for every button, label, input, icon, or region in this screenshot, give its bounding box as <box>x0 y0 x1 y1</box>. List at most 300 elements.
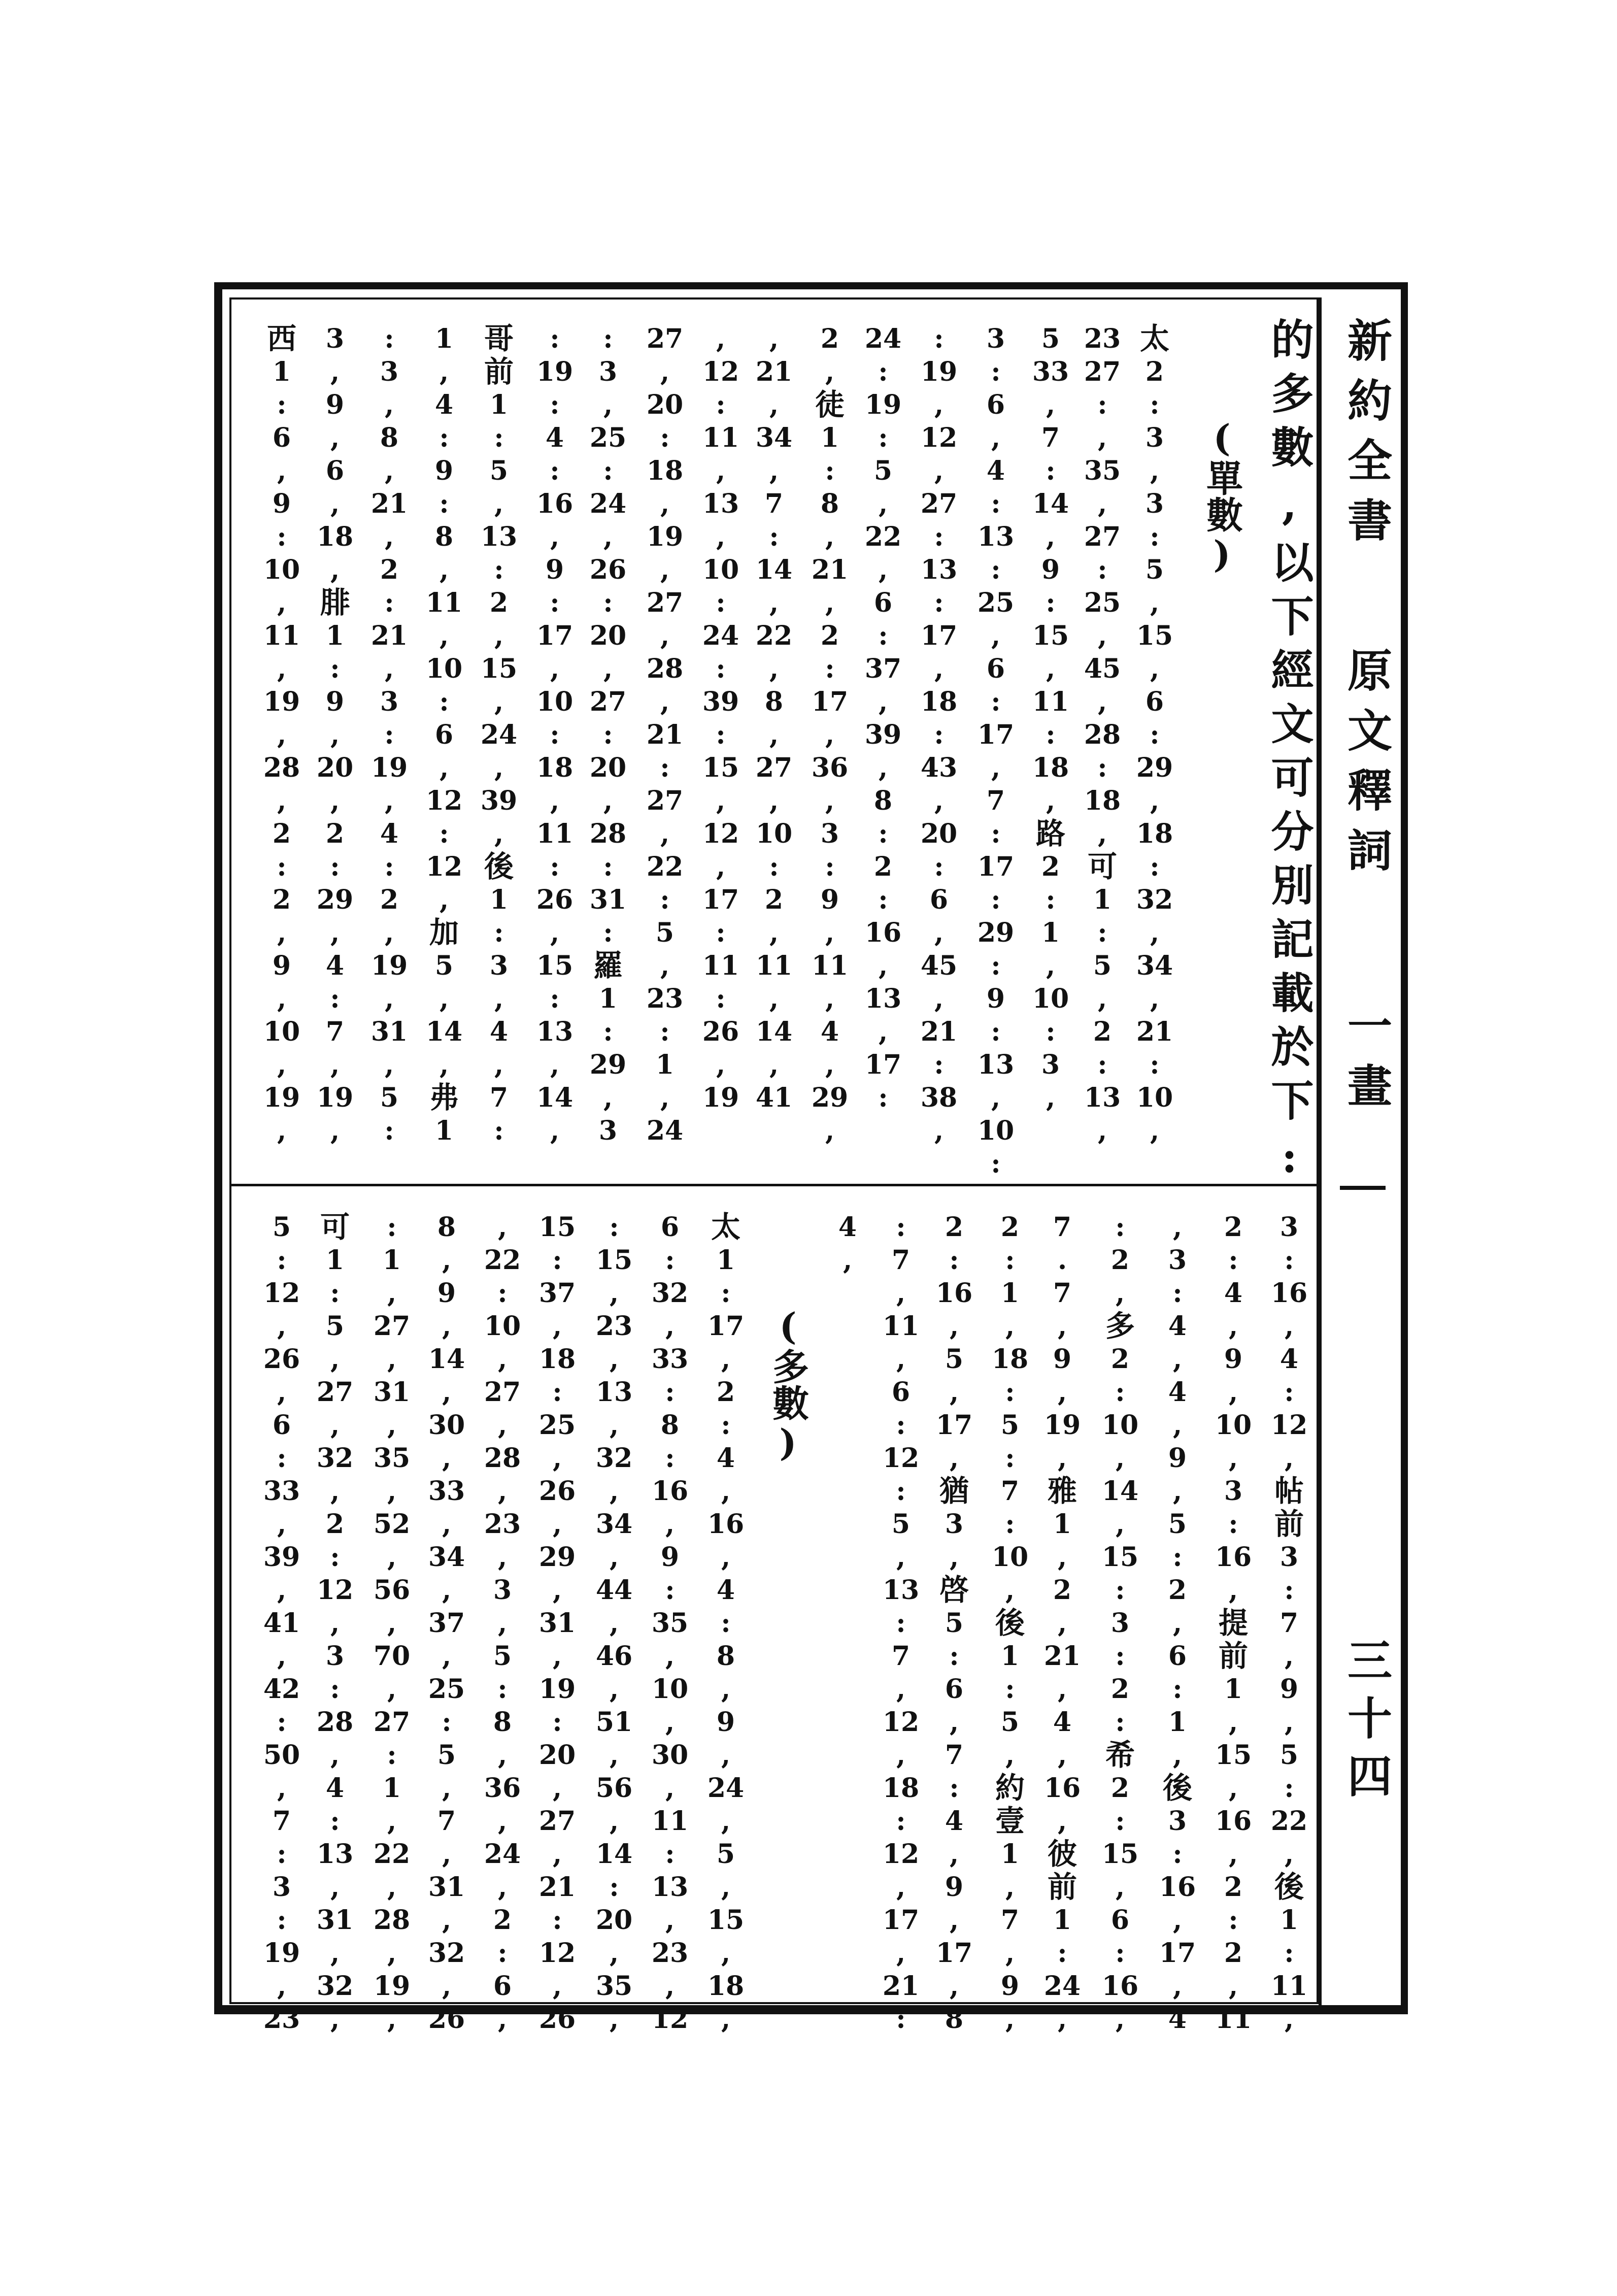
reference-token: , <box>1005 2004 1015 2035</box>
reference-token: 12 <box>920 422 958 453</box>
reference-token: , <box>1115 1872 1125 1903</box>
reference-token: 23 <box>651 1938 689 1969</box>
reference-token: 9 <box>1053 1344 1072 1375</box>
reference-token: 32 <box>316 1443 354 1474</box>
reference-token: 52 <box>373 1509 411 1540</box>
reference-token: 2 <box>1053 1575 1072 1606</box>
reference-token: 23 <box>263 2004 300 2035</box>
reference-token: , <box>277 455 287 486</box>
reference-token: 36 <box>484 1773 521 1804</box>
reference-token: : <box>1097 917 1107 948</box>
reference-token: 17 <box>864 1049 902 1080</box>
reference-token: 32 <box>1136 884 1173 915</box>
reference-token: 4 <box>489 1016 509 1047</box>
reference-token: 27 <box>646 587 684 618</box>
reference-token: : <box>603 917 613 948</box>
reference-token: 25 <box>589 422 627 453</box>
reference-token: 5 <box>1041 323 1060 354</box>
reference-token: 2 <box>945 1212 964 1243</box>
reference-token: , <box>442 1971 452 2002</box>
reference-token: : <box>769 521 779 552</box>
reference-token: 17 <box>536 620 574 651</box>
reference-token: 10 <box>1215 1410 1252 1441</box>
reference-token: 20 <box>538 1740 576 1771</box>
reference-token: 42 <box>263 1674 300 1705</box>
reference-token: , <box>1097 620 1107 651</box>
reference-token: 15 <box>480 653 518 684</box>
reference-token: , <box>896 1938 906 1969</box>
reference-token: 26 <box>702 1016 739 1047</box>
reference-token: , <box>665 1641 675 1672</box>
reference-token: , <box>330 554 340 585</box>
reference-token: , <box>603 785 613 816</box>
reference-token: , <box>1057 1542 1067 1573</box>
reference-token: , <box>387 1344 397 1375</box>
reference-token: 31 <box>373 1377 411 1408</box>
reference-token: 13 <box>1084 1082 1121 1113</box>
reference-token: 27 <box>373 1707 411 1738</box>
reference-token: , <box>949 1377 959 1408</box>
reference-token: , <box>1005 1872 1015 1903</box>
reference-token: : <box>1115 1938 1125 1969</box>
reference-token: : <box>721 1608 731 1639</box>
reference-token: : <box>387 1740 397 1771</box>
reference-token: 1 <box>1093 884 1112 915</box>
reference-token: 5 <box>325 1311 345 1342</box>
reference-token: : <box>716 719 726 750</box>
reference-column <box>805 322 855 1147</box>
reference-token: 2 <box>1145 356 1164 387</box>
reference-token: : <box>1115 1641 1125 1672</box>
reference-token: , <box>1115 1278 1125 1309</box>
reference-token: , <box>1115 2004 1125 2035</box>
reference-token: 6 <box>272 1410 291 1441</box>
reference-token: 後 <box>995 1606 1025 1640</box>
reference-token: , <box>277 719 287 750</box>
reference-token: 24 <box>480 719 518 750</box>
reference-token: : <box>1097 752 1107 783</box>
reference-token: , <box>721 1872 731 1903</box>
reference-token: , <box>769 323 779 354</box>
reference-token: , <box>330 785 340 816</box>
reference-token: 7 <box>1041 422 1060 453</box>
reference-token: , <box>878 950 888 981</box>
reference-token: : <box>330 1278 340 1309</box>
reference-token: 29 <box>1136 752 1173 783</box>
reference-token: 22 <box>755 620 793 651</box>
reference-token: , <box>1284 1839 1294 1870</box>
reference-token: 44 <box>595 1575 633 1606</box>
reference-token: 7 <box>764 488 784 519</box>
reference-column <box>478 1211 527 2036</box>
reference-token: : <box>660 884 670 915</box>
reference-token: 19 <box>920 356 958 387</box>
reference-token: 1 <box>1168 1707 1187 1738</box>
reference-token: 1 <box>820 422 839 453</box>
reference-token: 9 <box>437 1278 456 1309</box>
reference-token: 10 <box>702 554 739 585</box>
reference-token: : <box>991 554 1001 585</box>
reference-token: 39 <box>263 1542 300 1573</box>
reference-token: : <box>896 1476 906 1507</box>
reference-token: 29 <box>538 1542 576 1573</box>
reference-token: 34 <box>755 422 793 453</box>
reference-token: , <box>1057 2004 1067 2035</box>
reference-token: 17 <box>935 1938 973 1969</box>
reference-token: 14 <box>1101 1476 1139 1507</box>
reference-token: 27 <box>920 488 958 519</box>
reference-token: 39 <box>702 686 739 717</box>
reference-token: , <box>609 1278 619 1309</box>
reference-token: : <box>497 1938 508 1969</box>
reference-token: , <box>896 1542 906 1573</box>
reference-token: , <box>716 851 726 882</box>
reference-token: 7 <box>489 1082 509 1113</box>
reference-token: 2 <box>873 851 893 882</box>
reference-token: , <box>825 356 835 387</box>
reference-token: : <box>1150 1049 1160 1080</box>
reference-token: 雅 <box>1047 1474 1077 1508</box>
reference-token: , <box>330 1938 340 1969</box>
reference-token: , <box>660 1082 670 1113</box>
reference-token: 11 <box>882 1311 920 1342</box>
reference-token: 16 <box>935 1278 973 1309</box>
reference-token: 8 <box>764 686 784 717</box>
reference-token: 19 <box>1043 1410 1081 1441</box>
reference-token: , <box>552 1773 562 1804</box>
reference-token: : <box>494 422 504 453</box>
reference-token: , <box>769 719 779 750</box>
reference-column <box>257 1211 307 2036</box>
reference-token: 50 <box>263 1740 300 1771</box>
reference-token: : <box>277 1245 287 1276</box>
reference-token: , <box>825 917 835 948</box>
section-marker <box>1340 1186 1386 1190</box>
reference-token: 16 <box>536 488 574 519</box>
reference-token: 7 <box>1053 1278 1072 1309</box>
reference-token: 1 <box>655 1049 675 1080</box>
reference-token: 1 <box>598 983 618 1014</box>
reference-token: 31 <box>538 1608 576 1639</box>
reference-token: , <box>1172 1971 1183 2002</box>
reference-token: : <box>603 323 613 354</box>
reference-token: , <box>387 1476 397 1507</box>
reference-token: : <box>934 323 944 354</box>
reference-token: : <box>1046 884 1056 915</box>
reference-token: 11 <box>811 950 849 981</box>
reference-token: 3 <box>380 356 399 387</box>
reference-token: , <box>1150 785 1160 816</box>
reference-token: 45 <box>920 950 958 981</box>
reference-token: , <box>721 1806 731 1837</box>
reference-token: 2 <box>1000 1212 1020 1243</box>
reference-token: , <box>384 389 394 420</box>
reference-token: 1 <box>434 1115 454 1146</box>
reference-column <box>645 1211 695 2036</box>
reference-token: 9 <box>272 488 291 519</box>
reference-token: 9 <box>1279 1674 1299 1705</box>
reference-token: 1 <box>1053 1905 1072 1936</box>
reference-token: , <box>1172 1212 1183 1243</box>
reference-token: 12 <box>882 1443 920 1474</box>
reference-token: : <box>991 818 1001 849</box>
reference-token: , <box>439 752 449 783</box>
reference-token: : <box>991 686 1001 717</box>
reference-token: : <box>1284 1773 1294 1804</box>
reference-token: : <box>439 686 449 717</box>
reference-token: 3 <box>272 1872 291 1903</box>
reference-token: 31 <box>316 1905 354 1936</box>
reference-token: 6 <box>493 1971 512 2002</box>
reference-token: , <box>1172 1476 1183 1507</box>
reference-token: : <box>552 1905 562 1936</box>
reference-token: , <box>769 455 779 486</box>
reference-column <box>1077 322 1127 1147</box>
reference-token: 21 <box>370 620 408 651</box>
reference-token: 18 <box>882 1773 920 1804</box>
reference-token: 8 <box>493 1707 512 1738</box>
reference-token: 15 <box>702 752 739 783</box>
reference-token: : <box>896 1212 906 1243</box>
reference-token: , <box>330 1115 340 1146</box>
reference-token: 18 <box>646 455 684 486</box>
reference-token: : <box>384 587 394 618</box>
reference-token: 8 <box>820 488 839 519</box>
reference-token: 5 <box>1279 1740 1299 1771</box>
reference-token: : <box>1228 1245 1238 1276</box>
reference-token: 46 <box>595 1641 633 1672</box>
reference-token: 9 <box>660 1542 680 1573</box>
reference-token: 13 <box>920 554 958 585</box>
reference-token: : <box>878 356 888 387</box>
reference-token: , <box>1284 2004 1294 2035</box>
reference-token: , <box>550 1049 560 1080</box>
reference-token: , <box>769 653 779 684</box>
reference-token: 5 <box>1093 950 1112 981</box>
reference-token: , <box>949 1905 959 1936</box>
reference-token: 11 <box>1032 686 1069 717</box>
reference-token: : <box>1228 1509 1238 1540</box>
reference-token: 4 <box>1168 1311 1187 1342</box>
section-title: 原文釋詞 <box>1340 647 1393 887</box>
reference-token: 11 <box>755 950 793 981</box>
reference-token: 19 <box>263 1938 300 1969</box>
reference-token: , <box>442 1575 452 1606</box>
reference-token: 2 <box>1110 1674 1130 1705</box>
reference-token: : <box>330 851 340 882</box>
reference-token: , <box>1046 785 1056 816</box>
reference-token: 12 <box>882 1707 920 1738</box>
reference-token: 26 <box>428 2004 465 2035</box>
reference-column <box>257 322 307 1147</box>
reference-token: , <box>494 620 504 651</box>
reference-token: 15 <box>538 1212 576 1243</box>
reference-token: 18 <box>1032 752 1069 783</box>
reference-token: 2 <box>489 587 509 618</box>
reference-token: 23 <box>595 1311 633 1342</box>
reference-token: 36 <box>811 752 849 783</box>
reference-token: , <box>665 1773 675 1804</box>
reference-token: , <box>609 1410 619 1441</box>
reference-token: : <box>721 1278 731 1309</box>
reference-token: , <box>497 1740 508 1771</box>
reference-token: 20 <box>595 1905 633 1936</box>
reference-token: 6 <box>873 587 893 618</box>
reference-token: 6 <box>272 422 291 453</box>
reference-token: 3 <box>493 1575 512 1606</box>
reference-token: 2 <box>1224 1212 1243 1243</box>
reference-token: : <box>277 851 287 882</box>
reference-token: 18 <box>920 686 958 717</box>
reference-token: 7 <box>1053 1212 1072 1243</box>
reference-token: 13 <box>702 488 739 519</box>
reference-token: : <box>277 389 287 420</box>
reference-token: , <box>1057 1443 1067 1474</box>
reference-token: 7 <box>1000 1905 1020 1936</box>
reference-token: : <box>1115 1212 1125 1243</box>
reference-token: , <box>552 1443 562 1474</box>
reference-token: 19 <box>263 686 300 717</box>
section-divider <box>229 1184 1319 1186</box>
reference-token: 10 <box>263 1016 300 1047</box>
reference-token: 27 <box>589 686 627 717</box>
reference-token: 17 <box>707 1311 745 1342</box>
reference-token: , <box>384 785 394 816</box>
reference-token: , <box>991 620 1001 651</box>
reference-token: : <box>603 851 613 882</box>
reference-token: 3 <box>986 323 1005 354</box>
reference-token: 28 <box>589 818 627 849</box>
reference-token: 24 <box>589 488 627 519</box>
reference-token: , <box>1284 1443 1294 1474</box>
reference-token: 9 <box>820 884 839 915</box>
reference-token: 4 <box>1168 2004 1187 2035</box>
reference-token: 前 <box>1274 1507 1304 1541</box>
reference-token: 21 <box>920 1016 958 1047</box>
reference-column <box>1130 322 1180 1147</box>
reference-token: , <box>1057 1608 1067 1639</box>
reference-token: 27 <box>484 1377 521 1408</box>
reference-token: 24 <box>864 323 902 354</box>
reference-token: 11 <box>536 818 574 849</box>
reference-token: 25 <box>977 587 1015 618</box>
reference-token: 18 <box>1084 785 1121 816</box>
reference-token: 15 <box>595 1245 633 1276</box>
reference-token: 13 <box>595 1377 633 1408</box>
reference-token: 8 <box>945 2004 964 2035</box>
reference-token: : <box>1005 1377 1015 1408</box>
reference-token: 4 <box>1168 1377 1187 1408</box>
reference-token: 4 <box>838 1212 857 1243</box>
reference-token: , <box>896 1278 906 1309</box>
reference-token: , <box>825 1049 835 1080</box>
reference-token: 2 <box>380 554 399 585</box>
reference-token: 21 <box>811 554 849 585</box>
reference-token: 20 <box>646 389 684 420</box>
reference-token: : <box>878 620 888 651</box>
reference-token: 29 <box>316 884 354 915</box>
page-number: 三十四 <box>1340 1637 1393 1811</box>
reference-token: , <box>497 1212 508 1243</box>
reference-token: : <box>384 851 394 882</box>
reference-token: : <box>991 488 1001 519</box>
reference-token: , <box>1150 983 1160 1014</box>
reference-token: 5 <box>873 455 893 486</box>
reference-token: 70 <box>373 1641 411 1672</box>
reference-token: 15 <box>1215 1740 1252 1771</box>
reference-token: 10 <box>484 1311 521 1342</box>
reference-token: 15 <box>707 1905 745 1936</box>
reference-token: 3 <box>820 818 839 849</box>
reference-token: , <box>878 752 888 783</box>
reference-token: , <box>1172 1608 1183 1639</box>
reference-token: 20 <box>316 752 354 783</box>
reference-token: , <box>1057 1674 1067 1705</box>
reference-token: 12 <box>263 1278 300 1309</box>
reference-token: 30 <box>651 1740 689 1771</box>
reference-token: , <box>277 1049 287 1080</box>
reference-token: , <box>949 1971 959 2002</box>
reference-column <box>1264 1211 1314 2036</box>
reference-token: 加 <box>429 915 459 950</box>
reference-token: , <box>769 587 779 618</box>
reference-token: 8 <box>380 422 399 453</box>
reference-token: : <box>497 1278 508 1309</box>
reference-token: , <box>439 1049 449 1080</box>
reference-token: , <box>769 389 779 420</box>
reference-token: 9 <box>1041 554 1060 585</box>
reference-token: 19 <box>646 521 684 552</box>
reference-token: 11 <box>702 422 739 453</box>
reference-token: , <box>330 356 340 387</box>
reference-token: , <box>387 1806 397 1837</box>
reference-token: 2 <box>1093 1016 1112 1047</box>
reference-token: 1 <box>716 1245 735 1276</box>
reference-token: 6 <box>986 389 1005 420</box>
reference-token: , <box>1097 422 1107 453</box>
reference-token: : <box>716 917 726 948</box>
reference-token: 2 <box>820 323 839 354</box>
reference-token: 32 <box>316 1971 354 2002</box>
reference-token: , <box>442 1245 452 1276</box>
reference-token: , <box>494 488 504 519</box>
reference-token: 可 <box>320 1210 350 1244</box>
reference-token: , <box>277 1641 287 1672</box>
reference-token: , <box>769 785 779 816</box>
reference-token: 3 <box>598 1115 618 1146</box>
reference-token: : <box>494 554 504 585</box>
reference-token: 51 <box>595 1707 633 1738</box>
reference-token: 1 <box>1000 1641 1020 1672</box>
reference-token: 12 <box>882 1839 920 1870</box>
reference-token: 16 <box>864 917 902 948</box>
reference-token: 33 <box>263 1476 300 1507</box>
reference-token: : <box>1284 1575 1294 1606</box>
reference-token: 20 <box>920 818 958 849</box>
reference-token: 12 <box>425 851 463 882</box>
reference-token: 6 <box>325 455 345 486</box>
reference-token: 5 <box>716 1839 735 1870</box>
reference-token: , <box>497 2004 508 2035</box>
reference-token: 11 <box>1270 1971 1308 2002</box>
reference-token: , <box>721 2004 731 2035</box>
reference-token: : <box>550 389 560 420</box>
reference-token: : <box>1172 1542 1183 1573</box>
reference-token: : <box>660 422 670 453</box>
reference-token: : <box>1115 1575 1125 1606</box>
reference-token: , <box>1150 455 1160 486</box>
reference-token: , <box>825 719 835 750</box>
